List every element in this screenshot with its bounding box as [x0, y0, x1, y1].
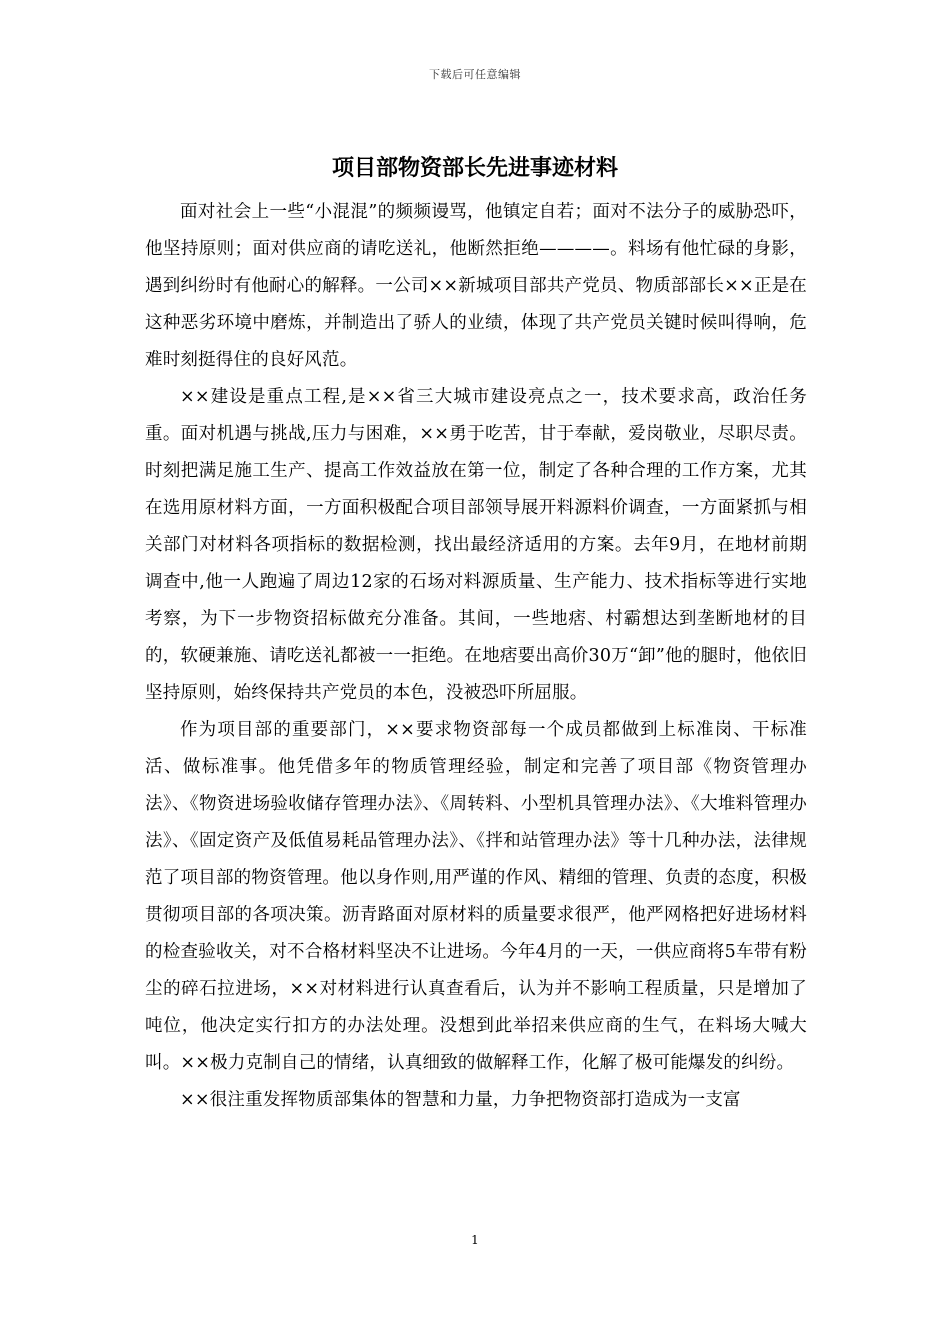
paragraph-2: ××建设是重点工程,是××省三大城市建设亮点之一，技术要求高，政治任务重。面对机遇与挑战,压力与困难，××勇于吃苦，甘于奉献，爱岗敬业，尽职尽责。时刻把满足施工生产、提高工作效益放在第一位，制定了各种合理的工作方案，尤其在选用原材料方面，一方面积极配合项目部领导展开料源料价调查，一方面紧抓与相关部门对材料各项指标的数据检测，找出最经济适用的方案。去年9月，在地材前期调查中,他一人跑遍了周边12家的石场对料源质量、生产能力、技术指标等进行实地考察，为下一步物资招标做充分准备。其间，一些地痞、村霸想达到垄断地材的目的，软硬兼施、请吃送礼都被一一拒绝。在地痞要出高价30万“卸”他的腿时，他依旧坚持原则，始终保持共产党员的本色，没被恐吓所屈服。: [145, 387, 807, 703]
document-title: 项目部物资部长先进事迹材料: [331, 155, 618, 181]
document-body: [145, 194, 807, 1119]
page-number: 1: [471, 1233, 479, 1247]
paragraph-3: 作为项目部的重要部门，××要求物资部每一个成员都做到上标准岗、干标准活、做标准事。他凭借多年的物质管理经验，制定和完善了项目部《物资管理办法》、《物资进场验收储存管理办法》、《周转料、小型机具管理办法》、《大堆料管理办法》、《固定资产及低值易耗品管理办法》、《拌和站管理办法》等十几种办法，法律规范了项目部的物资管理。他以身作则,用严谨的作风、精细的管理、负责的态度，积极贯彻项目部的各项决策。沥青路面对原材料的质量要求很严，他严网格把好进场材料的检查验收关，对不合格材料坚决不让进场。今年4月的一天，一供应商将5车带有粉尘的碎石拉进场，××对材料进行认真查看后，认为并不影响工程质量，只是增加了吨位，他决定实行扣方的办法处理。没想到此举招来供应商的生气，在料场大喊大叫。××极力克制自己的情绪，认真细致的做解释工作，化解了极可能爆发的纠纷。: [145, 720, 807, 1073]
paragraph-1: 面对社会上一些“小混混”的频频谩骂，他镇定自若；面对不法分子的威胁恐吓，他坚持原则；面对供应商的请吃送礼，他断然拒绝————。料场有他忙碌的身影，遇到纠纷时有他耐心的解释。一公司××新城项目部共产党员、物质部部长××正是在这种恶劣环境中磨炼，并制造出了骄人的业绩，体现了共产党员关键时候叫得响，危难时刻挺得住的良好风范。: [145, 202, 807, 370]
paragraph-4: ××很注重发挥物质部集体的智慧和力量，力争把物资部打造成为一支富: [180, 1090, 741, 1110]
header-note: 下载后可任意编辑: [429, 68, 521, 81]
